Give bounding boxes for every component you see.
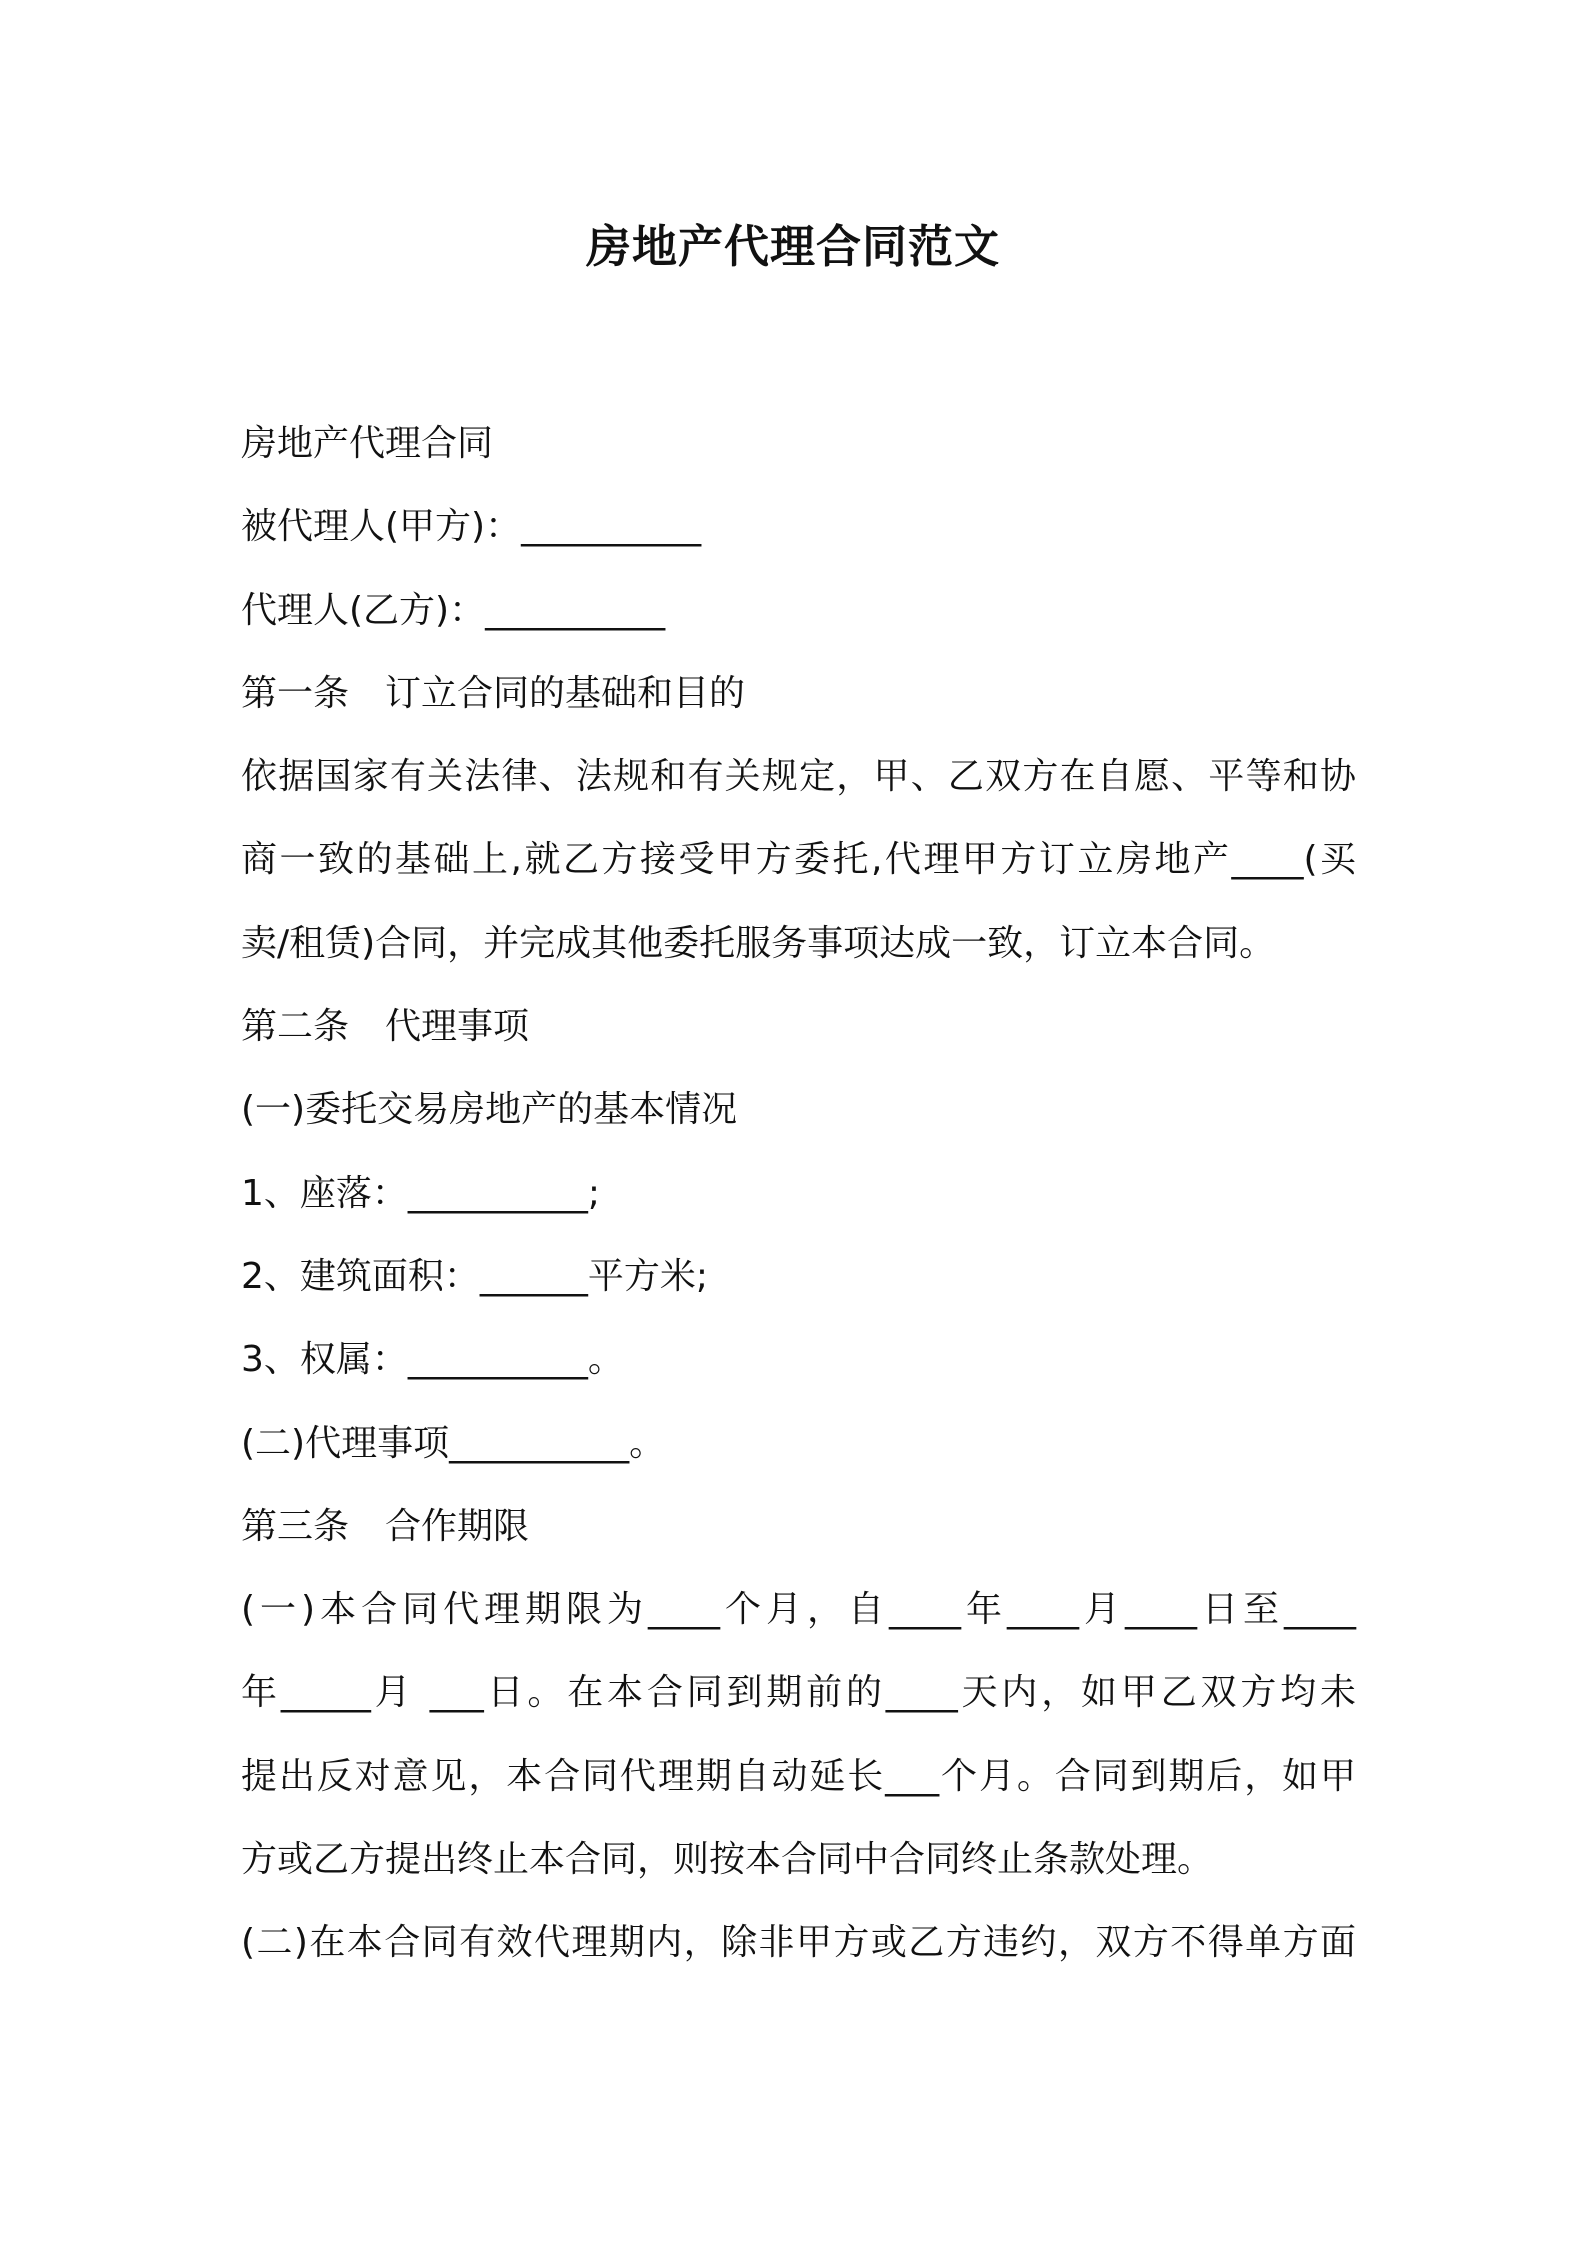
article-2-heading: 第二条 代理事项	[241, 1006, 530, 1048]
property-area-line: 2、建筑面积：______平方米;	[241, 1255, 709, 1297]
party-b-line: 代理人(乙方)：__________	[241, 589, 666, 631]
article-1-paragraph-line: 商一致的基础上,就乙方接受甲方委托,代理甲方订立房地产____(买	[241, 839, 1356, 881]
article-3-paragraph-line: 年_____月 ___日。在本合同到期前的____天内，如甲乙双方均未	[241, 1672, 1356, 1714]
document-title: 房地产代理合同范文	[585, 220, 1000, 273]
article-1-paragraph-line: 依据国家有关法律、法规和有关规定，甲、乙双方在自愿、平等和协	[241, 756, 1356, 798]
article-1-paragraph-line: 卖/租赁)合同，并完成其他委托服务事项达成一致，订立本合同。	[241, 922, 1276, 964]
article-3-paragraph-line: 提出反对意见，本合同代理期自动延长___个月。合同到期后，如甲	[241, 1755, 1356, 1797]
article-2-subsection-1: (一)委托交易房地产的基本情况	[241, 1089, 738, 1131]
document-body	[241, 402, 1356, 1985]
article-3-paragraph-line: 方或乙方提出终止本合同，则按本合同中合同终止条款处理。	[241, 1839, 1214, 1881]
article-3-paragraph-line: (一)本合同代理期限为____个月，自____年____月____日至____	[241, 1589, 1356, 1631]
article-1-heading: 第一条 订立合同的基础和目的	[241, 672, 746, 714]
property-ownership-line: 3、权属：__________。	[241, 1339, 624, 1381]
article-3-subsection-2-line: (二)在本合同有效代理期内，除非甲方或乙方违约，双方不得单方面	[241, 1922, 1356, 1964]
party-a-line: 被代理人(甲方)：__________	[241, 506, 702, 548]
contract-heading: 房地产代理合同	[241, 423, 494, 464]
article-3-heading: 第三条 合作期限	[241, 1505, 530, 1547]
property-location-line: 1、座落：__________;	[241, 1172, 601, 1214]
article-2-subsection-2: (二)代理事项__________。	[241, 1422, 666, 1464]
